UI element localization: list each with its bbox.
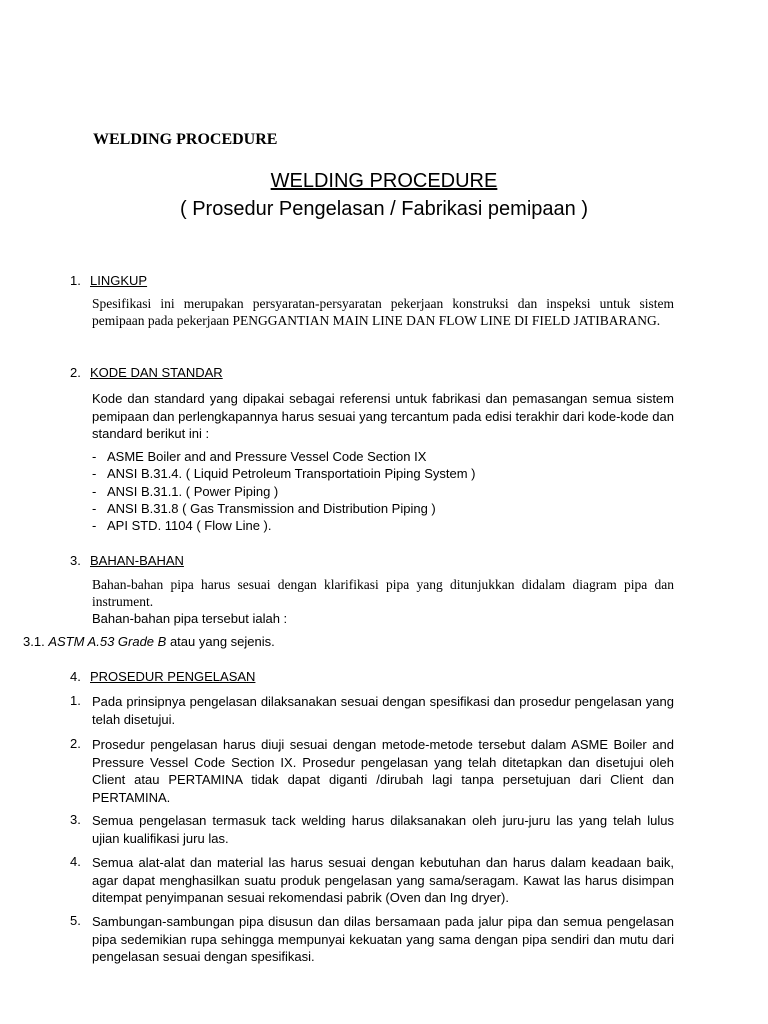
list-item: - ANSI B.31.4. ( Liquid Petroleum Transportatioin Piping System ) (92, 466, 476, 482)
standard-item-text: ASME Boiler and and Pressure Vessel Code Section IX (107, 449, 427, 464)
procedure-item-4-text: Semua alat-alat dan material las harus sesuai dengan kebutuhan dan harus dalam keadaan baik, agar dapat menghasilkan suatu produk pengelasan yang sama/seragam. Kawat las harus disimpan ditempat penyimpanan sesuai rekomendasi pabrik (Oven dan Ing dryer). (92, 855, 674, 905)
procedure-item-5-text: Sambungan-sambungan pipa disusun dan dilas bersamaan pada jalur pipa dan semua pengelasan pipa sedemikian rupa sehingga mempunyai kekuatan yang sama dengan pipa sendiri dan mutu dari pengelasan sesuai dengan spesifikasi. (92, 914, 674, 964)
list-item: - API STD. 1104 ( Flow Line ). (92, 518, 272, 534)
material-item-rest: atau yang sejenis. (166, 634, 275, 649)
standard-item-text: ANSI B.31.1. ( Power Piping ) (107, 483, 279, 499)
material-item-number: 3.1. (23, 634, 45, 649)
list-item: - ASME Boiler and and Pressure Vessel Code Section IX (92, 449, 427, 464)
procedure-item-4-number: 4. (70, 854, 81, 869)
document-subtitle: ( Prosedur Pengelasan / Fabrikasi pemipaan ) (180, 198, 588, 220)
procedure-item-1-text: Pada prinsipnya pengelasan dilaksanakan sesuai dengan spesifikasi dan prosedur pengelasan yang telah disetujui. (92, 694, 674, 727)
section-4-title: PROSEDUR PENGELASAN (90, 669, 256, 684)
section-2-title: KODE DAN STANDAR (90, 365, 223, 380)
standards-list (92, 448, 476, 534)
section-3-body: Bahan-bahan pipa harus sesuai dengan klarifikasi pipa yang ditunjukkan didalam diagram pipa dan instrument. (92, 577, 674, 609)
standard-item-text: ANSI B.31.4. ( Liquid Petroleum Transportatioin Piping System ) (107, 466, 476, 482)
section-3-number: 3. (70, 553, 81, 568)
section-4-number: 4. (70, 669, 81, 684)
header-title: WELDING PROCEDURE (93, 131, 278, 148)
section-2-body: Kode dan standard yang dipakai sebagai referensi untuk fabrikasi dan pemasangan semua sistem pemipaan dan perlengkapannya harus sesuai yang tercantum pada edisi terakhir dari kode-kode dan standard berikut ini : (92, 391, 674, 441)
list-item: - ANSI B.31.1. ( Power Piping ) (92, 483, 279, 499)
section-2-number: 2. (70, 365, 81, 380)
list-item: - ANSI B.31.8 ( Gas Transmission and Distribution Piping ) (92, 500, 436, 516)
standard-item-text: ANSI B.31.8 ( Gas Transmission and Distribution Piping ) (107, 500, 436, 516)
section-3-title: BAHAN-BAHAN (90, 553, 184, 568)
procedure-item-2-text: Prosedur pengelasan harus diuji sesuai dengan metode-metode tersebut dalam ASME Boiler and Pressure Vessel Code Section IX. Prosedur pengelasan yang telah ditetapkan dan disetujui oleh Client atau PERTAMINA tidak dapat diganti /dirubah lagi tanpa persetujuan dari Client dan PERTAMINA. (92, 737, 674, 805)
section-1-number: 1. (70, 273, 81, 288)
document-title: WELDING PROCEDURE (270, 170, 498, 192)
section-3-body-2: Bahan-bahan pipa tersebut ialah : (92, 611, 288, 626)
standard-item-text: API STD. 1104 ( Flow Line ). (107, 518, 272, 534)
procedure-item-3-number: 3. (70, 812, 81, 827)
procedure-item-2-number: 2. (70, 736, 81, 751)
section-1-title: LINGKUP (90, 273, 148, 288)
procedure-item-1-number: 1. (70, 693, 81, 708)
procedure-item-5-number: 5. (70, 913, 81, 928)
section-1-body: Spesifikasi ini merupakan persyaratan-persyaratan pekerjaan konstruksi dan inspeksi untuk sistem pemipaan pada pekerjaan PENGGANTIAN MAIN LINE DAN FLOW LINE DI FIELD JATIBARANG. (92, 296, 674, 328)
procedure-item-3-text: Semua pengelasan termasuk tack welding harus dilaksanakan oleh juru-juru las yang telah lulus ujian kualifikasi juru las. (92, 813, 674, 846)
material-spec: ASTM A.53 Grade B (48, 634, 167, 649)
material-item (23, 634, 275, 649)
